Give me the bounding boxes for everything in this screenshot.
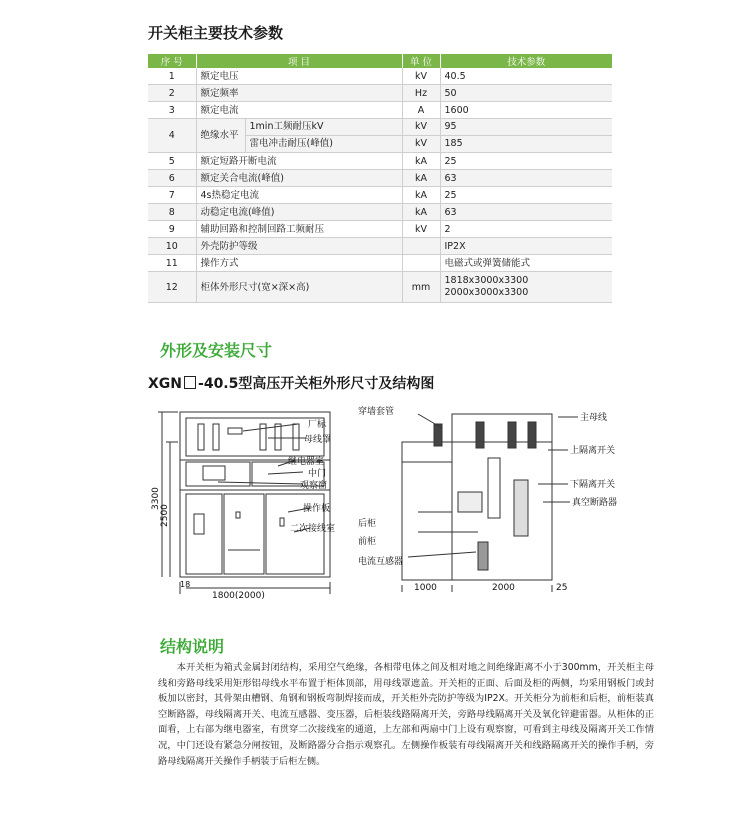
label-guanchachuang: 观察窗 xyxy=(300,481,328,491)
table-row: 8 动稳定电流(峰值) kA 63 xyxy=(148,204,612,221)
table-row: 10 外壳防护等级 IP2X xyxy=(148,238,612,255)
table-row: 7 4s热稳定电流 kA 25 xyxy=(148,187,612,204)
label-xiakaiguan: 下隔离开关 xyxy=(570,480,616,490)
label-chuanqiang: 穿墙套管 xyxy=(358,407,395,417)
table-row: 1 额定电压 kV 40.5 xyxy=(148,68,612,85)
header-value: 技术参数 xyxy=(440,54,612,68)
dim-d3: 25 xyxy=(556,583,568,592)
label-changbiao: 厂标 xyxy=(308,420,327,430)
label-zhongmen: 中门 xyxy=(308,469,327,479)
table-row: 9 辅助回路和控制回路工频耐压 kV 2 xyxy=(148,221,612,238)
header-item: 项 目 xyxy=(196,54,402,68)
label-erci: 二次接线室 xyxy=(290,524,336,534)
placeholder-box xyxy=(184,376,196,389)
dim-height-total: 3300 xyxy=(151,487,161,510)
table-row: 4 绝缘水平 1min工频耐压kV 雷电冲击耐压(峰值) kV kV 95 185 xyxy=(148,119,612,153)
front-view-drawing xyxy=(148,402,378,602)
table-row: 5 额定短路开断电流 kA 25 xyxy=(148,153,612,170)
structure-description: 本开关柜为箱式金属封闭结构，采用空气绝缘，各相带电体之间及相对地之间绝缘距离不小于300mm，开关柜主母线和旁路母线采用矩形铝母线水平布置于柜体顶部，用母线罩遮盖。开关柜的正面、后面及柜的两侧，均采用钢板门或封板加以密封，其骨架由槽钢、角钢和钢板弯制焊接而成，开关柜外壳防护等级为IP2X。开关柜分为前柜和后柜，前柜装真空断路器，母线隔离开关、电流互感器、变压器，后柜装线路隔离开关，旁路母线隔离开关及氧化锌避雷器。从柜体的正面看，上右部为继电器室，有贯穿二次接线室的通道，上左部和两扇中门上设有观察窗，可看到主母线及隔离开关工作情况，中门还设有紧急分闸按钮，及断路器分合指示观察孔。左侧操作板装有母线隔离开关和线路隔离开关的操作手柄，旁路母线隔离开关操作手柄装于后柜左侧。 xyxy=(158,662,654,767)
table-row: 6 额定关合电流(峰值) kA 63 xyxy=(148,170,612,187)
insulation-level-label: 绝缘水平 xyxy=(200,130,239,141)
header-unit: 单 位 xyxy=(402,54,440,68)
spec-table-wrap xyxy=(148,54,612,303)
label-dianliu: 电流互感器 xyxy=(358,557,404,567)
table-row: 2 额定频率 Hz 50 xyxy=(148,85,612,102)
dim-d2: 2000 xyxy=(492,583,515,592)
label-zhenkong: 真空断路器 xyxy=(572,498,618,508)
label-hougui: 后柜 xyxy=(358,519,377,529)
label-zhumuxian: 主母线 xyxy=(580,413,608,423)
table-row: 12 柜体外形尺寸(宽×深×高) mm 1818x3000x3300 2000x3000x3300 xyxy=(148,272,612,303)
dim-d1: 1000 xyxy=(414,583,437,592)
label-muxianzhao: 母线罩 xyxy=(304,435,332,445)
dim-offset: 18 xyxy=(180,580,191,589)
table-row: 3 额定电流 A 1600 xyxy=(148,102,612,119)
dim-height-inner: 2500 xyxy=(160,504,170,527)
dim-width: 1800(2000) xyxy=(212,591,265,601)
structure-heading: 结构说明 xyxy=(160,637,225,656)
label-jidianqishi: 继电器室 xyxy=(288,457,325,467)
label-caozuoban: 操作板 xyxy=(303,504,331,514)
rear-cabinet-outline xyxy=(402,442,452,580)
table-row: 11 操作方式 电磁式或弹簧储能式 xyxy=(148,255,612,272)
figure-title: XGN -40.5型高压开关柜外形尺寸及结构图 xyxy=(148,376,435,392)
header-no: 序 号 xyxy=(148,54,196,68)
label-qiangui: 前柜 xyxy=(358,537,377,547)
tech-params-heading: 开关柜主要技术参数 xyxy=(148,24,284,42)
dimensions-heading: 外形及安装尺寸 xyxy=(160,341,273,360)
spec-table xyxy=(148,54,612,303)
label-shangkaiguan: 上隔离开关 xyxy=(570,446,616,456)
side-view-drawing xyxy=(358,402,618,592)
